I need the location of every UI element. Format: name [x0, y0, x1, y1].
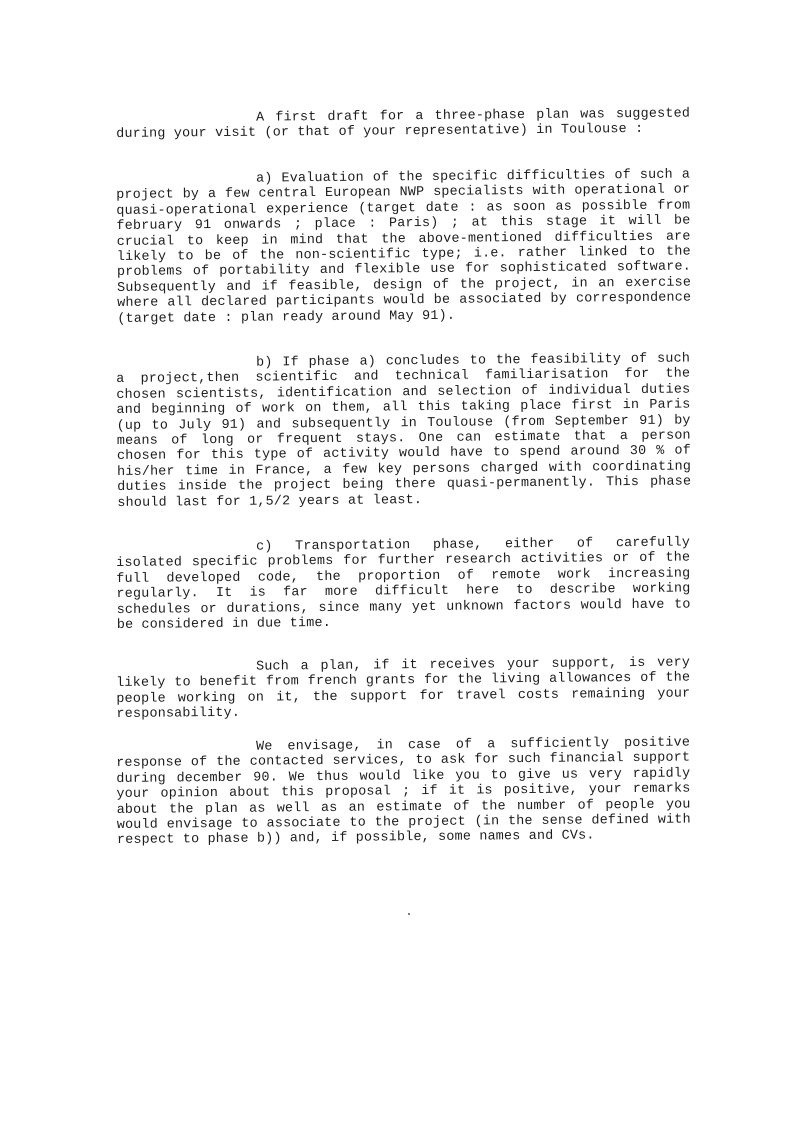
phase-a-paragraph: a) Evaluation of the specific difficulties of such a project by a few central European NWP specialists with operational or quasi-operational experience (target date : as soon as possible from february 91 onwards ; place : Paris) ; at this stage it will be crucial to keep in mind that the above-mentioned difficulties are likely to be of the non-scientific type; i.e. rather linked to the problems of portability and flexible use for sophisticated software. Subsequently and if feasible, design of the project, in an exercise where all declared participants would be associated by correspondence (target date : plan ready around May 91).: [116, 167, 692, 327]
phase-c-paragraph: c) Transportation phase, either of carefully isolated specific problems for further research activities or of the full developed code, the proportion of remote work increasing regularly. It is far more difficult here to describe working schedules or durations, since many yet unknown factors would have to be considered in due time.: [116, 535, 691, 634]
scan-speck: [408, 913, 410, 915]
request-paragraph: We envisage, in case of a sufficiently positive response of the contacted services, to ask for such financial support during december 90. We thus would like you to give us very rapidly your opinion about this proposal ; if it is positive, your remarks about the plan as well as an estimate of the number of people you would envisage to associate to the project (in the sense defined with respect to phase b)) and, if possible, some names and CVs.: [116, 735, 691, 849]
intro-paragraph: A first draft for a three-phase plan was suggested during your visit (or that of your representative) in Toulouse :: [116, 106, 691, 143]
support-paragraph: Such a plan, if it receives your support, is very likely to benefit from french grants for the living allowances of the people working on it, the support for travel costs remaining your responsability.: [116, 655, 691, 723]
phase-b-paragraph: b) If phase a) concludes to the feasibility of such a project,then scientific and technical familiarisation for the chosen scientists, identification and selection of individual duties and beginning of work on them, all this taking place first in Paris (up to July 91) and subsequently in Toulouse (from September 91) by means of long or frequent stays. One can estimate that a person chosen for this type of activity would have to spend around 30 % of his/her time in France, a few key persons charged with coordinating duties inside the project being there quasi-permanently. This phase should last for 1,5/2 years at least.: [116, 351, 692, 511]
